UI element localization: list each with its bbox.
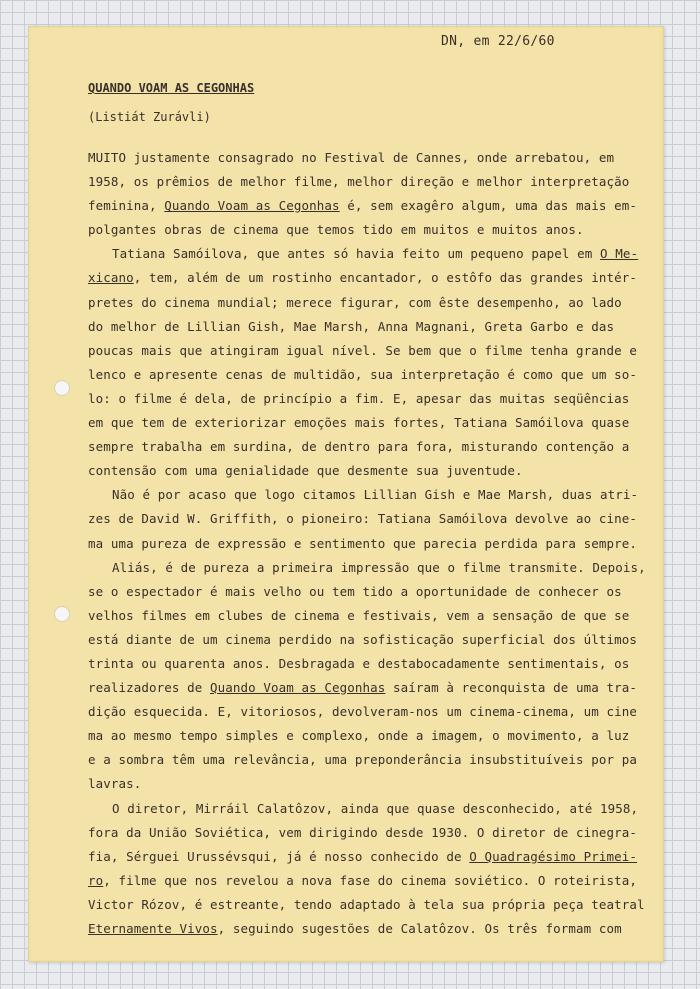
text-segment: lo: o filme é dela, de princípio a fim. E, apesar das muitas seqüências	[88, 390, 630, 406]
text-line	[88, 556, 653, 580]
text-segment: Tatiana Samóilova, que antes só havia feito um pequeno papel em	[112, 246, 601, 262]
text-segment: ma ao mesmo tempo simples e complexo, onde a imagem, o movimento, a luz	[88, 728, 630, 744]
text-segment: , filme que nos revelou a nova fase do cinema soviético. O roteirista,	[103, 872, 638, 888]
typed-page	[28, 26, 664, 962]
text-segment: lavras.	[88, 776, 142, 792]
text-segment: Aliás, é de pureza a primeira impressão que o filme transmite. Depois,	[112, 559, 646, 575]
text-segment: fia, Sérguei Urussévsqui, já é nosso conhecido de	[88, 848, 470, 864]
text-segment: velhos filmes em clubes de cinema e festivais, vem a sensação de que se	[88, 607, 630, 623]
text-segment: Não é por acaso que logo citamos Lillian Gish e Mae Marsh, duas atri-	[112, 487, 639, 503]
date-header: DN, em 22/6/60	[441, 34, 555, 49]
text-segment: trinta ou quarenta anos. Desbragada e destabocadamente sentimentais, os	[88, 655, 630, 671]
text-line	[88, 315, 653, 339]
text-segment: lenco e apresente cenas de multidão, sua interpretação é como que um so-	[88, 366, 638, 382]
text-line	[88, 772, 653, 796]
text-segment: contensão com uma genialidade que desmente sua juventude.	[88, 463, 523, 479]
text-segment: ma uma pureza de expressão e sentimento que parecia perdida para sempre.	[88, 535, 638, 551]
underlined-title: xicano	[88, 270, 134, 286]
text-line	[88, 604, 653, 628]
text-segment: e a sombra têm uma relevância, uma preponderância insubstituíveis por pa	[88, 752, 638, 768]
underlined-title: Quando Voam as Cegonhas	[164, 198, 340, 214]
text-line	[88, 917, 653, 941]
text-segment: MUITO justamente consagrado no Festival de Cannes, onde arrebatou, em	[88, 150, 615, 165]
text-segment: , seguindo sugestões de Calatôzov. Os três formam com	[217, 921, 622, 936]
article-body	[88, 146, 653, 941]
text-segment: , tem, além de um rostinho encantador, o estôfo das grandes intér-	[133, 270, 638, 286]
text-line	[88, 700, 653, 724]
text-line	[88, 845, 653, 869]
text-segment: poucas mais que atingiram igual nível. Se bem que o filme tenha grande e	[88, 342, 638, 358]
text-segment: feminina,	[88, 198, 165, 214]
underlined-title: O Quadragésimo Primei-	[469, 848, 638, 864]
text-segment: realizadores de	[88, 680, 211, 696]
text-line	[88, 459, 653, 483]
text-segment: do melhor de Lillian Gish, Mae Marsh, Anna Magnani, Greta Garbo e das	[88, 318, 615, 334]
text-line	[88, 146, 653, 170]
text-segment: pretes do cinema mundial; merece figurar, com êste desempenho, ao lado	[88, 294, 622, 310]
text-line	[88, 652, 653, 676]
underlined-title: O Me-	[600, 246, 639, 262]
text-line	[88, 218, 653, 242]
text-line	[88, 628, 653, 652]
article-title: QUANDO VOAM AS CEGONHAS	[88, 81, 255, 95]
punch-hole	[54, 606, 70, 622]
text-line	[88, 242, 653, 266]
text-line	[88, 869, 653, 893]
text-line	[88, 194, 653, 218]
underlined-title: Eternamente Vivos	[88, 921, 218, 936]
text-segment: zes de David W. Griffith, o pioneiro: Tatiana Samóilova devolve ao cine-	[88, 511, 638, 527]
text-segment: dição esquecida. E, vitoriosos, devolveram-nos um cinema-cinema, um cine	[88, 704, 638, 720]
text-line	[88, 748, 653, 772]
text-line	[88, 797, 653, 821]
text-segment: é, sem exagêro algum, uma das mais em-	[339, 198, 638, 214]
text-line	[88, 821, 653, 845]
text-segment: 1958, os prêmios de melhor filme, melhor direção e melhor interpretação	[88, 174, 630, 190]
original-title: (Listiát Zurávli)	[88, 110, 211, 124]
text-segment: polgantes obras de cinema que temos tido em muitos e muitos anos.	[88, 222, 584, 238]
text-line	[88, 676, 653, 700]
text-segment: Victor Rózov, é estreante, tendo adaptado à tela sua própria peça teatral	[88, 896, 645, 912]
text-segment: sempre trabalha em surdina, de dentro para fora, misturando contenção a	[88, 439, 630, 455]
text-line	[88, 291, 653, 315]
text-line	[88, 339, 653, 363]
text-segment: em que tem de exteriorizar emoções mais fortes, Tatiana Samóilova quase	[88, 415, 630, 431]
text-line	[88, 387, 653, 411]
text-segment: fora da União Soviética, vem dirigindo desde 1930. O diretor de cinegra-	[88, 824, 638, 840]
text-segment: O diretor, Mirráil Calatôzov, ainda que quase desconhecido, até 1958,	[112, 800, 639, 816]
text-line	[88, 893, 653, 917]
text-line	[88, 170, 653, 194]
text-line	[88, 724, 653, 748]
text-segment: está diante de um cinema perdido na sofisticação superficial dos últimos	[88, 631, 638, 647]
text-segment: saíram à reconquista de uma tra-	[385, 680, 638, 696]
text-line	[88, 435, 653, 459]
underlined-title: Quando Voam as Cegonhas	[210, 680, 386, 696]
text-line	[88, 266, 653, 290]
punch-hole	[54, 380, 70, 396]
text-line	[88, 483, 653, 507]
text-segment: se o espectador é mais velho ou tem tido a oportunidade de conhecer os	[88, 583, 622, 599]
text-line	[88, 507, 653, 531]
text-line	[88, 363, 653, 387]
text-line	[88, 580, 653, 604]
underlined-title: ro	[88, 872, 104, 888]
text-line	[88, 411, 653, 435]
text-line	[88, 532, 653, 556]
